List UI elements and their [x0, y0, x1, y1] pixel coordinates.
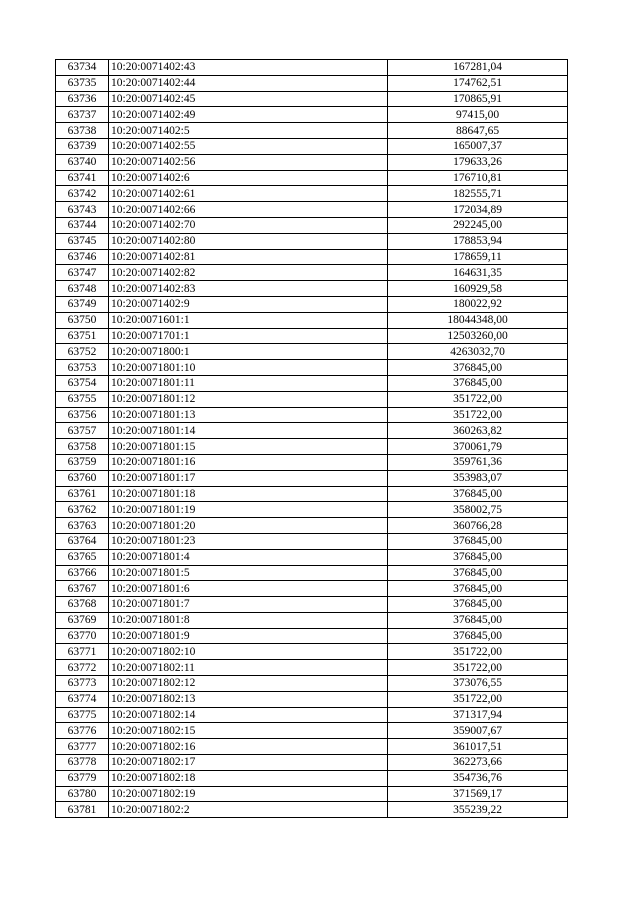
row-number-cell: 63741 [56, 170, 109, 186]
table-row [56, 249, 568, 265]
cadastral-value-cell: 172034,89 [388, 202, 568, 218]
table-row [56, 628, 568, 644]
cadastral-value-cell: 360766,28 [388, 518, 568, 534]
table-row [56, 676, 568, 692]
cadastral-value-cell: 178659,11 [388, 249, 568, 265]
table-row [56, 312, 568, 328]
row-number-cell: 63740 [56, 154, 109, 170]
row-number-cell: 63737 [56, 107, 109, 123]
table-row [56, 691, 568, 707]
cadastral-number-cell: 10:20:0071402:56 [109, 154, 388, 170]
table-row [56, 391, 568, 407]
cadastral-value-cell: 351722,00 [388, 407, 568, 423]
cadastral-number-cell: 10:20:0071402:70 [109, 217, 388, 233]
cadastral-value-cell: 362273,66 [388, 755, 568, 771]
cadastral-value-cell: 376845,00 [388, 360, 568, 376]
table-row [56, 454, 568, 470]
cadastral-number-cell: 10:20:0071801:11 [109, 375, 388, 391]
row-number-cell: 63750 [56, 312, 109, 328]
cadastral-value-cell: 376845,00 [388, 565, 568, 581]
row-number-cell: 63746 [56, 249, 109, 265]
table-row [56, 597, 568, 613]
table-row [56, 154, 568, 170]
row-number-cell: 63745 [56, 233, 109, 249]
row-number-cell: 63739 [56, 138, 109, 154]
cadastral-value-cell: 376845,00 [388, 581, 568, 597]
row-number-cell: 63767 [56, 581, 109, 597]
cadastral-number-cell: 10:20:0071801:15 [109, 439, 388, 455]
table-row [56, 470, 568, 486]
row-number-cell: 63734 [56, 60, 109, 76]
cadastral-number-cell: 10:20:0071802:10 [109, 644, 388, 660]
cadastral-number-cell: 10:20:0071801:9 [109, 628, 388, 644]
row-number-cell: 63758 [56, 439, 109, 455]
row-number-cell: 63752 [56, 344, 109, 360]
cadastral-number-cell: 10:20:0071402:49 [109, 107, 388, 123]
table-row [56, 423, 568, 439]
cadastral-value-cell: 160929,58 [388, 281, 568, 297]
cadastral-number-cell: 10:20:0071801:4 [109, 549, 388, 565]
cadastral-number-cell: 10:20:0071801:14 [109, 423, 388, 439]
row-number-cell: 63738 [56, 123, 109, 139]
cadastral-number-cell: 10:20:0071402:55 [109, 138, 388, 154]
cadastral-number-cell: 10:20:0071801:6 [109, 581, 388, 597]
cadastral-value-cell: 182555,71 [388, 186, 568, 202]
cadastral-value-cell: 97415,00 [388, 107, 568, 123]
table-row [56, 644, 568, 660]
cadastral-value-cell: 376845,00 [388, 533, 568, 549]
table-row [56, 107, 568, 123]
cadastral-number-cell: 10:20:0071801:8 [109, 612, 388, 628]
cadastral-number-cell: 10:20:0071802:18 [109, 770, 388, 786]
cadastral-value-cell: 355239,22 [388, 802, 568, 818]
cadastral-number-cell: 10:20:0071701:1 [109, 328, 388, 344]
table-row [56, 91, 568, 107]
cadastral-value-cell: 88647,65 [388, 123, 568, 139]
cadastral-number-cell: 10:20:0071800:1 [109, 344, 388, 360]
table-row [56, 202, 568, 218]
cadastral-value-cell: 178853,94 [388, 233, 568, 249]
cadastral-value-cell: 361017,51 [388, 739, 568, 755]
table-row [56, 786, 568, 802]
cadastral-number-cell: 10:20:0071801:17 [109, 470, 388, 486]
row-number-cell: 63775 [56, 707, 109, 723]
cadastral-number-cell: 10:20:0071802:14 [109, 707, 388, 723]
cadastral-number-cell: 10:20:0071402:66 [109, 202, 388, 218]
cadastral-number-cell: 10:20:0071802:17 [109, 755, 388, 771]
table-row [56, 755, 568, 771]
cadastral-value-cell: 176710,81 [388, 170, 568, 186]
cadastral-number-cell: 10:20:0071801:23 [109, 533, 388, 549]
cadastral-value-cell: 376845,00 [388, 612, 568, 628]
table-row [56, 217, 568, 233]
table-row [56, 138, 568, 154]
cadastral-value-cell: 371569,17 [388, 786, 568, 802]
cadastral-number-cell: 10:20:0071402:9 [109, 296, 388, 312]
cadastral-value-cell: 351722,00 [388, 391, 568, 407]
table-row [56, 549, 568, 565]
cadastral-value-cell: 179633,26 [388, 154, 568, 170]
table-row [56, 265, 568, 281]
table-row [56, 375, 568, 391]
row-number-cell: 63760 [56, 470, 109, 486]
table-row [56, 75, 568, 91]
table-row [56, 518, 568, 534]
cadastral-value-cell: 359007,67 [388, 723, 568, 739]
row-number-cell: 63754 [56, 375, 109, 391]
cadastral-value-cell: 4263032,70 [388, 344, 568, 360]
table-row [56, 739, 568, 755]
row-number-cell: 63759 [56, 454, 109, 470]
cadastral-value-cell: 165007,37 [388, 138, 568, 154]
table-row [56, 439, 568, 455]
cadastral-number-cell: 10:20:0071801:13 [109, 407, 388, 423]
cadastral-value-cell: 351722,00 [388, 691, 568, 707]
cadastral-number-cell: 10:20:0071802:2 [109, 802, 388, 818]
table-row [56, 186, 568, 202]
row-number-cell: 63771 [56, 644, 109, 660]
cadastral-value-cell: 180022,92 [388, 296, 568, 312]
table-row [56, 296, 568, 312]
row-number-cell: 63755 [56, 391, 109, 407]
cadastral-number-cell: 10:20:0071802:16 [109, 739, 388, 755]
row-number-cell: 63747 [56, 265, 109, 281]
table-row [56, 281, 568, 297]
table-row [56, 660, 568, 676]
cadastral-value-cell: 359761,36 [388, 454, 568, 470]
cadastral-number-cell: 10:20:0071802:19 [109, 786, 388, 802]
cadastral-value-table [55, 59, 568, 818]
row-number-cell: 63770 [56, 628, 109, 644]
row-number-cell: 63748 [56, 281, 109, 297]
table-row [56, 612, 568, 628]
row-number-cell: 63753 [56, 360, 109, 376]
table-row [56, 770, 568, 786]
cadastral-number-cell: 10:20:0071402:6 [109, 170, 388, 186]
table-row [56, 723, 568, 739]
table-row [56, 344, 568, 360]
row-number-cell: 63781 [56, 802, 109, 818]
table-row [56, 486, 568, 502]
cadastral-number-cell: 10:20:0071801:16 [109, 454, 388, 470]
cadastral-number-cell: 10:20:0071802:11 [109, 660, 388, 676]
cadastral-number-cell: 10:20:0071801:7 [109, 597, 388, 613]
cadastral-value-cell: 292245,00 [388, 217, 568, 233]
row-number-cell: 63777 [56, 739, 109, 755]
table-row [56, 407, 568, 423]
cadastral-value-cell: 371317,94 [388, 707, 568, 723]
row-number-cell: 63735 [56, 75, 109, 91]
cadastral-value-cell: 353983,07 [388, 470, 568, 486]
table-row [56, 328, 568, 344]
row-number-cell: 63774 [56, 691, 109, 707]
table-row [56, 170, 568, 186]
cadastral-number-cell: 10:20:0071802:13 [109, 691, 388, 707]
row-number-cell: 63764 [56, 533, 109, 549]
table-row [56, 802, 568, 818]
row-number-cell: 63763 [56, 518, 109, 534]
cadastral-number-cell: 10:20:0071802:12 [109, 676, 388, 692]
cadastral-value-cell: 358002,75 [388, 502, 568, 518]
cadastral-value-cell: 376845,00 [388, 628, 568, 644]
cadastral-value-cell: 373076,55 [388, 676, 568, 692]
cadastral-number-cell: 10:20:0071801:5 [109, 565, 388, 581]
table-body [56, 60, 568, 818]
row-number-cell: 63776 [56, 723, 109, 739]
row-number-cell: 63769 [56, 612, 109, 628]
cadastral-number-cell: 10:20:0071801:12 [109, 391, 388, 407]
cadastral-value-cell: 167281,04 [388, 60, 568, 76]
cadastral-value-cell: 351722,00 [388, 644, 568, 660]
row-number-cell: 63742 [56, 186, 109, 202]
row-number-cell: 63757 [56, 423, 109, 439]
row-number-cell: 63772 [56, 660, 109, 676]
row-number-cell: 63766 [56, 565, 109, 581]
row-number-cell: 63780 [56, 786, 109, 802]
table-row [56, 123, 568, 139]
row-number-cell: 63779 [56, 770, 109, 786]
cadastral-number-cell: 10:20:0071801:19 [109, 502, 388, 518]
row-number-cell: 63768 [56, 597, 109, 613]
row-number-cell: 63773 [56, 676, 109, 692]
table-row [56, 707, 568, 723]
cadastral-value-cell: 351722,00 [388, 660, 568, 676]
row-number-cell: 63736 [56, 91, 109, 107]
cadastral-number-cell: 10:20:0071402:5 [109, 123, 388, 139]
cadastral-value-cell: 370061,79 [388, 439, 568, 455]
row-number-cell: 63761 [56, 486, 109, 502]
table-row [56, 533, 568, 549]
cadastral-number-cell: 10:20:0071402:44 [109, 75, 388, 91]
cadastral-value-cell: 376845,00 [388, 486, 568, 502]
table-row [56, 360, 568, 376]
table-row [56, 565, 568, 581]
row-number-cell: 63743 [56, 202, 109, 218]
cadastral-value-cell: 360263,82 [388, 423, 568, 439]
cadastral-number-cell: 10:20:0071802:15 [109, 723, 388, 739]
cadastral-number-cell: 10:20:0071402:80 [109, 233, 388, 249]
cadastral-number-cell: 10:20:0071801:18 [109, 486, 388, 502]
table-row [56, 233, 568, 249]
cadastral-value-cell: 376845,00 [388, 597, 568, 613]
cadastral-number-cell: 10:20:0071402:43 [109, 60, 388, 76]
cadastral-number-cell: 10:20:0071402:82 [109, 265, 388, 281]
cadastral-number-cell: 10:20:0071402:81 [109, 249, 388, 265]
cadastral-value-cell: 18044348,00 [388, 312, 568, 328]
row-number-cell: 63765 [56, 549, 109, 565]
row-number-cell: 63756 [56, 407, 109, 423]
cadastral-number-cell: 10:20:0071402:61 [109, 186, 388, 202]
cadastral-value-cell: 170865,91 [388, 91, 568, 107]
row-number-cell: 63751 [56, 328, 109, 344]
cadastral-value-cell: 164631,35 [388, 265, 568, 281]
cadastral-value-cell: 12503260,00 [388, 328, 568, 344]
row-number-cell: 63744 [56, 217, 109, 233]
cadastral-value-cell: 174762,51 [388, 75, 568, 91]
table-row [56, 502, 568, 518]
cadastral-value-cell: 354736,76 [388, 770, 568, 786]
cadastral-number-cell: 10:20:0071601:1 [109, 312, 388, 328]
cadastral-number-cell: 10:20:0071402:83 [109, 281, 388, 297]
cadastral-number-cell: 10:20:0071801:20 [109, 518, 388, 534]
cadastral-number-cell: 10:20:0071402:45 [109, 91, 388, 107]
row-number-cell: 63778 [56, 755, 109, 771]
cadastral-number-cell: 10:20:0071801:10 [109, 360, 388, 376]
cadastral-value-cell: 376845,00 [388, 549, 568, 565]
cadastral-value-cell: 376845,00 [388, 375, 568, 391]
row-number-cell: 63762 [56, 502, 109, 518]
table-row [56, 60, 568, 76]
table-row [56, 581, 568, 597]
row-number-cell: 63749 [56, 296, 109, 312]
